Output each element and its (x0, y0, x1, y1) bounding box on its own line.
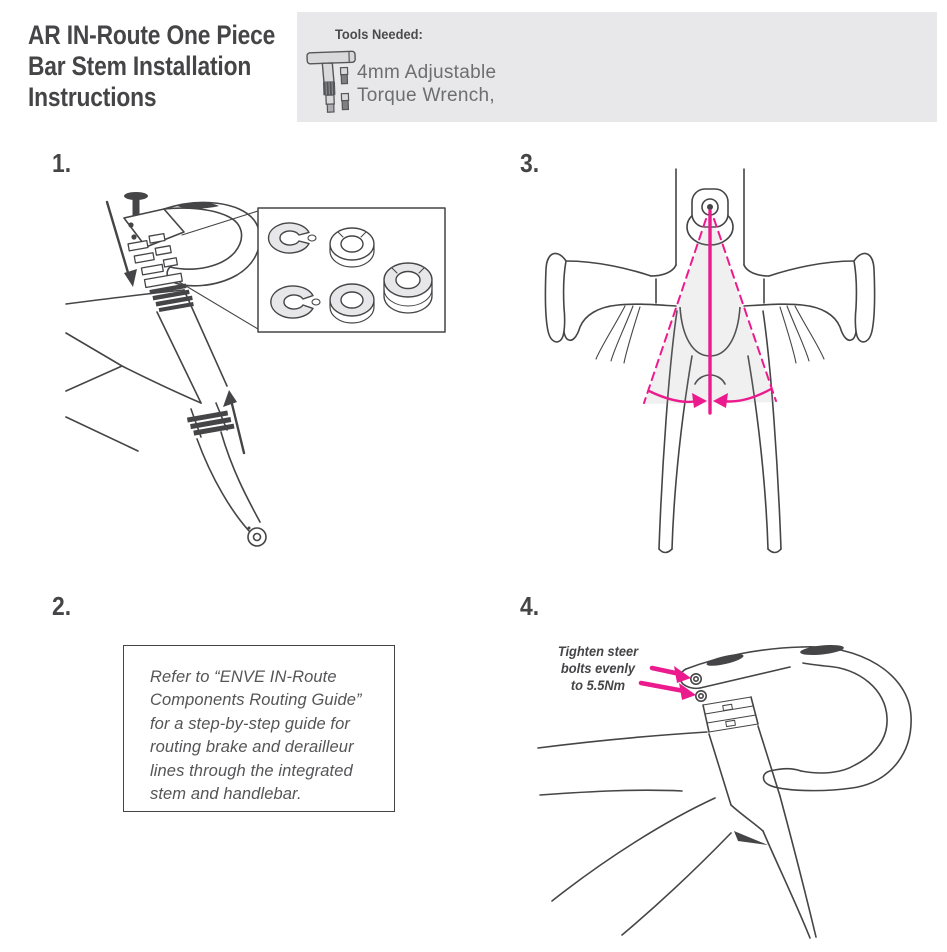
leader-line (182, 211, 258, 235)
fork-steerer-drawing (187, 403, 266, 546)
step-2-number: 2. (52, 591, 72, 621)
right-drop (854, 253, 875, 341)
note-line: lines through the integrated (150, 761, 353, 780)
spacer-stack (703, 697, 758, 732)
cables-left (596, 306, 640, 363)
tools-needed-label: Tools Needed: (335, 26, 423, 42)
note-line: stem and handlebar. (150, 785, 302, 804)
tool-item-line: Torque Wrench, (357, 85, 495, 106)
page-title-line: AR IN-Route One Piece (28, 20, 276, 50)
arrowhead-icon (679, 683, 696, 700)
annotation-line: bolts evenly (560, 661, 636, 676)
spacer-stack-exploded (127, 231, 193, 316)
spacer-kit-inset-box (258, 208, 445, 332)
step-4-annotation (546, 643, 651, 694)
step-1-number: 1. (52, 148, 72, 178)
left-drop (545, 253, 566, 341)
note-line: routing brake and derailleur (150, 738, 354, 757)
annotation-line: to 5.5Nm (570, 678, 626, 693)
steer-bolt (691, 674, 701, 684)
step-4-number: 4. (520, 591, 540, 621)
page-title (28, 20, 315, 113)
step-3-diagram (530, 165, 940, 565)
note-line: Components Routing Guide” (150, 691, 362, 710)
annotation-line: Tighten steer (557, 644, 639, 659)
page-title-line: Bar Stem Installation (28, 51, 252, 81)
step-1-diagram (60, 180, 455, 570)
torque-wrench-icon (305, 48, 361, 118)
tool-item-line: 4mm Adjustable (357, 62, 497, 83)
tool-item (357, 61, 496, 107)
note-line: Refer to “ENVE IN-Route (150, 668, 337, 686)
step-3-number: 3. (520, 148, 540, 178)
page-title-line: Instructions (28, 82, 157, 112)
steer-bolt (696, 691, 706, 701)
cables-right (780, 306, 824, 363)
tools-needed-panel (297, 12, 937, 122)
step-2-note-box (123, 645, 395, 812)
note-line: for a step-by-step guide for (150, 714, 350, 733)
